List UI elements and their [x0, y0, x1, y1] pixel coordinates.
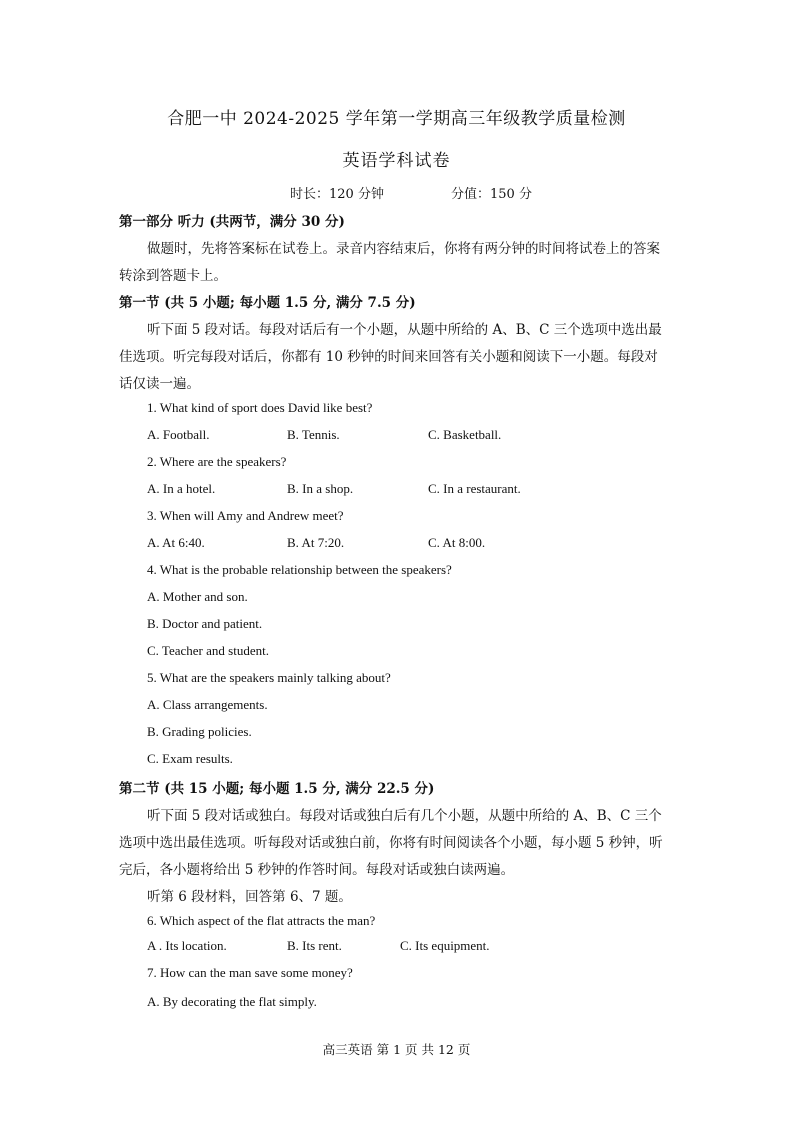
page-footer: 高三英语 第 1 页 共 12 页	[322, 1042, 471, 1057]
material-label: 听第 6 段材料，回答第 6、7 题。	[147, 889, 352, 905]
question-text: 3. When will Amy and Andrew meet?	[147, 508, 344, 523]
option-a: A. Mother and son.	[147, 589, 248, 604]
section2-instruction-line: 选项中选出最佳选项。听每段对话或独白前，你将有时间阅读各个小题，每小题 5 秒钟，听	[119, 835, 663, 851]
option-a: A. Football.	[147, 427, 210, 442]
option-b: B. In a shop.	[287, 481, 354, 496]
section1-heading: 第一节 (共 5 小题; 每小题 1.5 分, 满分 7.5 分)	[119, 295, 416, 311]
section1-instruction-line: 听下面 5 段对话。每段对话后有一个小题，从题中所给的 A、B、C 三个选项中选出最	[147, 322, 662, 338]
part1-instruction-line: 做题时，先将答案标在试卷上。录音内容结束后，你将有两分钟的时间将试卷上的答案	[147, 241, 660, 257]
score-text: 分值：150 分	[451, 187, 532, 202]
section2-heading: 第二节 (共 15 小题; 每小题 1.5 分, 满分 22.5 分)	[119, 781, 435, 797]
option-b: B. Its rent.	[287, 938, 342, 953]
option-b: B. Doctor and patient.	[147, 616, 263, 631]
section1-instruction-line: 佳选项。听完每段对话后，你都有 10 秒钟的时间来回答有关小题和阅读下一小题。每段对	[119, 349, 658, 365]
exam-title: 合肥一中 2024-2025 学年第一学期高三年级教学质量检测	[167, 109, 626, 129]
question-text: 6. Which aspect of the flat attracts the man?	[147, 913, 376, 928]
option-b: B. Grading policies.	[147, 724, 252, 739]
option-b: B. At 7:20.	[287, 535, 345, 550]
option-c: C. At 8:00.	[428, 535, 486, 550]
section2-instruction-line: 听下面 5 段对话或独白。每段对话或独白后有几个小题，从题中所给的 A、B、C 三个	[147, 808, 662, 824]
option-a: A . Its location.	[147, 938, 227, 953]
section1-instruction-line: 话仅读一遍。	[119, 376, 200, 392]
part1-heading: 第一部分 听力 (共两节，满分 30 分)	[119, 214, 345, 230]
question-text: 7. How can the man save some money?	[147, 965, 353, 980]
duration-text: 时长：120 分钟	[290, 187, 384, 202]
question-text: 5. What are the speakers mainly talking about?	[147, 670, 391, 685]
exam-subtitle: 英语学科试卷	[342, 151, 451, 171]
option-c: C. Its equipment.	[400, 938, 490, 953]
option-a: A. In a hotel.	[147, 481, 216, 496]
option-a: A. Class arrangements.	[147, 697, 268, 712]
question-text: 2. Where are the speakers?	[147, 454, 287, 469]
option-c: C. Basketball.	[428, 427, 502, 442]
question-text: 1. What kind of sport does David like best?	[147, 400, 373, 415]
section2-instruction-line: 完后，各小题将给出 5 秒钟的作答时间。每段对话或独白读两遍。	[119, 862, 515, 878]
option-c: C. Teacher and student.	[147, 643, 269, 658]
question-text: 4. What is the probable relationship between the speakers?	[147, 562, 452, 577]
option-a: A. At 6:40.	[147, 535, 205, 550]
option-b: B. Tennis.	[287, 427, 340, 442]
option-c: C. In a restaurant.	[428, 481, 521, 496]
option-a: A. By decorating the flat simply.	[147, 994, 317, 1009]
option-c: C. Exam results.	[147, 751, 233, 766]
part1-instruction-line: 转涂到答题卡上。	[119, 268, 227, 284]
